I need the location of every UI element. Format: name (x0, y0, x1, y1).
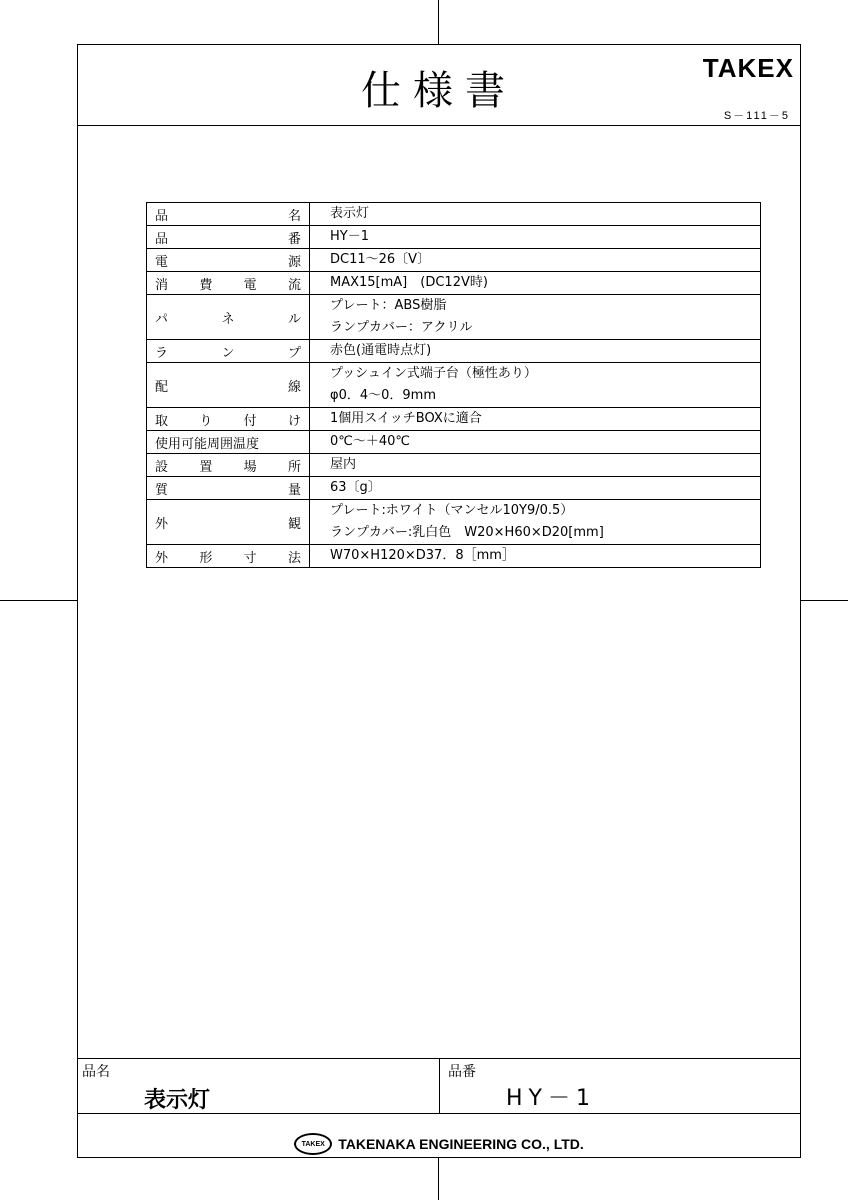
spec-value-line: 0℃～＋40℃ (330, 434, 411, 449)
spec-row (147, 272, 761, 295)
header-divider (78, 125, 800, 126)
spec-label (147, 477, 310, 500)
spec-row (147, 249, 761, 272)
spec-label-text: 品 名 (155, 208, 301, 224)
spec-value-line: MAX15[mA] (DC12V時) (330, 275, 488, 290)
spec-value-line: W70×H120×D37．8［mm］ (330, 548, 515, 563)
spec-value (310, 340, 761, 363)
spec-label-text: 外 形 寸 法 (155, 550, 301, 566)
spec-label (147, 295, 310, 340)
spec-row (147, 363, 761, 408)
spec-value (310, 203, 761, 226)
spec-label (147, 454, 310, 477)
spec-label (147, 500, 310, 545)
product-name-value: 表示灯 (144, 1088, 211, 1113)
footer-vertical-divider (439, 1058, 440, 1113)
spec-label (147, 249, 310, 272)
spec-row (147, 454, 761, 477)
spec-value-line: 赤色(通電時点灯) (330, 343, 432, 358)
takex-logo-icon: TAKEX (294, 1133, 332, 1155)
spec-row (147, 545, 761, 568)
spec-label-text: ラ ン プ (155, 345, 301, 361)
right-fold-line (801, 600, 848, 601)
spec-row (147, 203, 761, 226)
spec-value-line: プレート：ABS樹脂 (330, 298, 447, 313)
spec-row (147, 226, 761, 249)
spec-label-text: 電 源 (155, 254, 301, 270)
spec-label (147, 363, 310, 408)
spec-value (310, 545, 761, 568)
spec-row (147, 500, 761, 545)
bottom-fold-line (438, 1158, 439, 1200)
document-frame (77, 44, 801, 1158)
company-name: TAKENAKA ENGINEERING CO., LTD. (338, 1136, 584, 1152)
spec-label-text: 質 量 (155, 482, 301, 498)
spec-value (310, 226, 761, 249)
product-name-label: 品名 (82, 1064, 110, 1080)
spec-value-line: ランプカバー：アクリル (330, 320, 473, 335)
spec-value-line: φ0．4～0．9mm (330, 388, 436, 403)
spec-label (147, 340, 310, 363)
spec-label-text: 設 置 場 所 (155, 459, 301, 475)
spec-row (147, 408, 761, 431)
spec-label (147, 226, 310, 249)
spec-value-line: プッシュイン式端子台（極性あり） (330, 366, 537, 381)
spec-row (147, 431, 761, 454)
spec-value (310, 295, 761, 340)
top-fold-line (438, 0, 439, 44)
spec-value (310, 363, 761, 408)
spec-label (147, 408, 310, 431)
spec-row (147, 340, 761, 363)
page-title: 仕様書 (361, 68, 517, 114)
document-number: S－111－5 (723, 110, 790, 122)
spec-value (310, 477, 761, 500)
spec-label-text: 配 線 (155, 379, 301, 395)
spec-row (147, 295, 761, 340)
product-number-label: 品番 (448, 1064, 476, 1080)
spec-value (310, 431, 761, 454)
spec-value (310, 500, 761, 545)
product-number-value: HY－1 (506, 1086, 596, 1111)
brand-logo: TAKEX (702, 53, 794, 83)
spec-value-line: 1個用スイッチBOXに適合 (330, 411, 482, 426)
spec-label (147, 272, 310, 295)
left-fold-line (0, 600, 77, 601)
spec-label (147, 545, 310, 568)
spec-value-line: 表示灯 (330, 206, 370, 221)
spec-value (310, 249, 761, 272)
spec-label-text: 品 番 (155, 231, 301, 247)
spec-value (310, 454, 761, 477)
spec-value-line: ランプカバー:乳白色 W20×H60×D20[mm] (330, 525, 604, 540)
spec-value-line: 屋内 (330, 457, 357, 472)
spec-table (146, 202, 761, 568)
spec-value-line: HY－1 (330, 229, 369, 244)
spec-value (310, 408, 761, 431)
spec-label-text: 外 観 (155, 516, 301, 532)
spec-label (147, 431, 310, 454)
company-footer (78, 1124, 800, 1164)
spec-label-text: 消 費 電 流 (155, 277, 301, 293)
spec-label (147, 203, 310, 226)
spec-label-text: パ ネ ル (155, 311, 301, 327)
spec-row (147, 477, 761, 500)
spec-value-line: 63〔g〕 (330, 480, 381, 495)
spec-label-text: 使用可能周囲温度 (155, 436, 260, 452)
spec-value-line: DC11～26〔V〕 (330, 252, 431, 267)
spec-label-text: 取 り 付 け (155, 413, 301, 429)
spec-value (310, 272, 761, 295)
spec-value-line: プレート:ホワイト（マンセル10Y9/0.5） (330, 503, 574, 518)
